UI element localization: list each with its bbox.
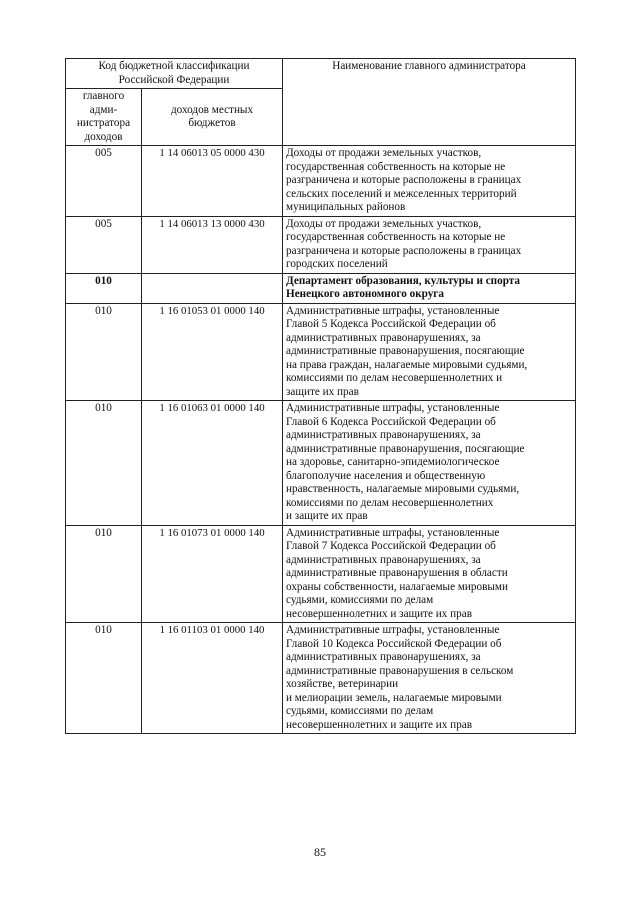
administrator-description — [283, 525, 576, 623]
description-line: разграничена и которые расположены в границах — [286, 244, 522, 257]
description-line: административные правонарушения в области — [286, 567, 508, 579]
income-classification-code: 1 16 01063 01 0000 140 — [142, 401, 283, 526]
description-line: государственная собственность на которые не — [286, 160, 506, 173]
income-classification-code: 1 14 06013 13 0000 430 — [142, 216, 283, 273]
header-group-line: Код бюджетной классификации — [98, 60, 250, 72]
table-row — [66, 146, 576, 217]
income-classification-code — [142, 273, 283, 303]
description-line: государственная собственность на которые не — [286, 231, 506, 243]
description-line: Доходы от продажи земельных участков, — [286, 147, 482, 159]
description-line: городских поселений — [286, 258, 388, 270]
description-line: административных правонарушениях, за — [286, 331, 481, 344]
description-line: разграничена и которые расположены в границах — [286, 174, 522, 186]
chief-administrator-code: 005 — [66, 216, 142, 273]
description-line: Главой 6 Кодекса Российской Федерации об — [286, 415, 496, 428]
chief-administrator-code: 010 — [66, 303, 142, 401]
description-line: Главой 10 Кодекса Российской Федерации об — [286, 637, 502, 650]
description-line: Главой 5 Кодекса Российской Федерации об — [286, 318, 496, 330]
description-line: судьями, комиссиями по делам — [286, 594, 434, 606]
administrator-description — [283, 216, 576, 273]
table-row — [66, 303, 576, 401]
budget-classification-table — [65, 58, 576, 734]
description-line: Административные штрафы, установленные — [286, 624, 500, 636]
table-body — [66, 146, 576, 734]
income-classification-code: 1 16 01073 01 0000 140 — [142, 525, 283, 623]
description-line: административные правонарушения, посягающие — [286, 345, 525, 357]
header-budget-classification-code — [66, 59, 283, 89]
table-row — [66, 525, 576, 623]
description-line: на права граждан, налагаемые мировыми судьями, — [286, 358, 528, 371]
income-classification-code: 1 16 01103 01 0000 140 — [142, 623, 283, 734]
income-classification-code: 1 16 01053 01 0000 140 — [142, 303, 283, 401]
description-line: несовершеннолетних и защите их прав — [286, 607, 473, 620]
description-line: Административные штрафы, установленные — [286, 526, 500, 539]
description-line: Ненецкого автономного округа — [286, 288, 444, 300]
administrator-description — [283, 303, 576, 401]
table-row — [66, 216, 576, 273]
description-line: Главой 7 Кодекса Российской Федерации об — [286, 540, 496, 552]
header-group-line: Российской Федерации — [118, 73, 230, 86]
description-line: Административные штрафы, установленные — [286, 402, 500, 414]
header-chief-administrator: главного адми- нистратора доходов — [66, 89, 142, 146]
description-line: комиссиями по делам несовершеннолетних и — [286, 372, 503, 384]
description-line: Административные штрафы, установленные — [286, 304, 500, 317]
administrator-description — [283, 401, 576, 526]
description-line: несовершеннолетних и защите их прав — [286, 718, 473, 731]
description-line: административных правонарушениях, за — [286, 651, 481, 663]
description-line: административные правонарушения, посягающие — [286, 442, 525, 455]
description-line: судьями, комиссиями по делам — [286, 705, 434, 717]
administrator-description — [283, 623, 576, 734]
table-row — [66, 401, 576, 526]
description-line: благополучие населения и общественную — [286, 469, 486, 482]
administrator-description — [283, 146, 576, 217]
description-line: комиссиями по делам несовершеннолетних — [286, 496, 494, 509]
description-line: муниципальных районов — [286, 201, 406, 213]
description-line: на здоровье, санитарно-эпидемиологическое — [286, 456, 500, 468]
table-row — [66, 273, 576, 303]
page-number: 85 — [314, 845, 326, 859]
chief-administrator-code: 010 — [66, 401, 142, 526]
description-line: административных правонарушениях, за — [286, 553, 481, 566]
header-local-budget-income: доходов местных бюджетов — [142, 89, 283, 146]
chief-administrator-code: 010 — [66, 273, 142, 303]
description-line: административные правонарушения в сельском — [286, 664, 514, 677]
description-line: хозяйстве, ветеринарии — [286, 678, 399, 690]
description-line: Доходы от продажи земельных участков, — [286, 217, 482, 230]
description-line: охраны собственности, налагаемые мировыми — [286, 580, 508, 593]
table-row — [66, 623, 576, 734]
description-line: административных правонарушениях, за — [286, 429, 481, 441]
description-line: Департамент образования, культуры и спорта — [286, 274, 521, 287]
administrator-description — [283, 273, 576, 303]
description-line: нравственность, налагаемые мировыми судьями, — [286, 483, 520, 495]
chief-administrator-code: 005 — [66, 146, 142, 217]
chief-administrator-code: 010 — [66, 525, 142, 623]
description-line: и мелиорации земель, налагаемые мировыми — [286, 691, 502, 704]
description-line: и защите их прав — [286, 510, 368, 522]
description-line: сельских поселений и межселенных территорий — [286, 187, 517, 200]
chief-administrator-code: 010 — [66, 623, 142, 734]
income-classification-code: 1 14 06013 05 0000 430 — [142, 146, 283, 217]
description-line: защите их прав — [286, 385, 359, 398]
header-administrator-name: Наименование главного администратора — [283, 59, 576, 146]
